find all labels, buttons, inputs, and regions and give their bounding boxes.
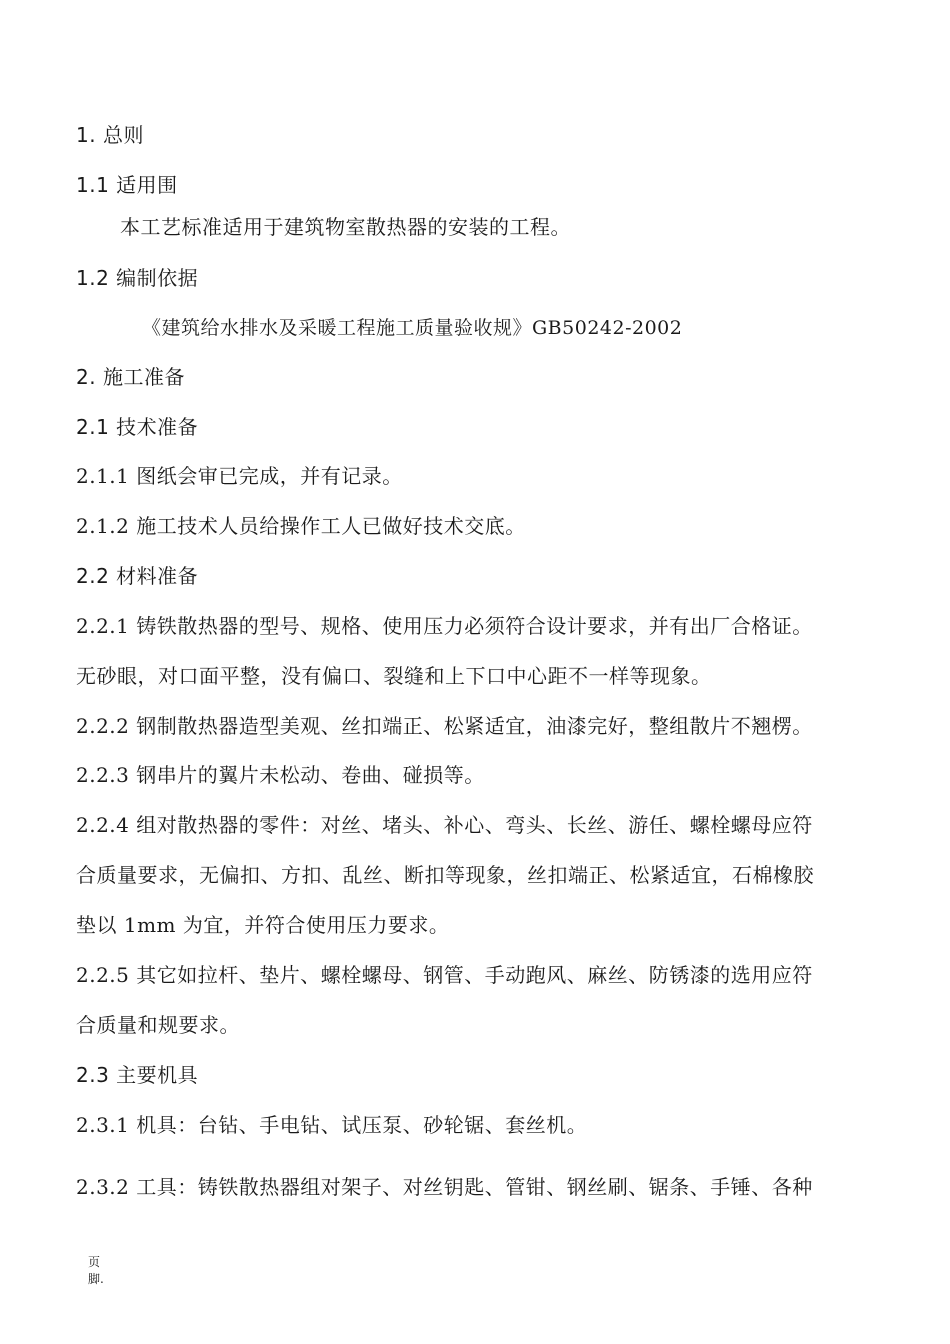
paragraph: 垫以 1mm 为宜，并符合使用压力要求。 <box>76 913 450 937</box>
paragraph: 《建筑给水排水及采暖工程施工质量验收规》GB50242-2002 <box>142 317 683 339</box>
paragraph: 2.2.3 钢串片的翼片未松动、卷曲、碰损等。 <box>76 763 485 787</box>
heading-2-3: 2.3 主要机具 <box>76 1063 199 1087</box>
paragraph: 2.3.2 工具：铸铁散热器组对架子、对丝钥匙、管钳、钢丝刷、锯条、手锤、各种 <box>76 1175 813 1199</box>
paragraph: 本工艺标准适用于建筑物室散热器的安装的工程。 <box>120 215 571 239</box>
paragraph: 2.3.1 机具：台钻、手电钻、试压泵、砂轮锯、套丝机。 <box>76 1113 588 1137</box>
paragraph: 2.1.2 施工技术人员给操作工人已做好技术交底。 <box>76 514 526 538</box>
paragraph: 2.2.4 组对散热器的零件：对丝、堵头、补心、弯头、长丝、游任、螺栓螺母应符 <box>76 813 813 837</box>
paragraph: 2.2.1 铸铁散热器的型号、规格、使用压力必须符合设计要求，并有出厂合格证。 <box>76 614 813 638</box>
paragraph: 无砂眼，对口面平整，没有偏口、裂缝和上下口中心距不一样等现象。 <box>76 664 712 688</box>
page-footer: 页脚. <box>88 1255 104 1286</box>
paragraph: 2.1.1 图纸会审已完成，并有记录。 <box>76 464 403 488</box>
paragraph: 合质量和规要求。 <box>76 1013 240 1037</box>
heading-1-1: 1.1 适用围 <box>76 173 178 197</box>
heading-1: 1. 总则 <box>76 123 144 147</box>
heading-2-2: 2.2 材料准备 <box>76 564 199 588</box>
heading-2-1: 2.1 技术准备 <box>76 415 199 439</box>
heading-1-2: 1.2 编制依据 <box>76 266 199 290</box>
paragraph: 2.2.2 钢制散热器造型美观、丝扣端正、松紧适宜，油漆完好，整组散片不翘楞。 <box>76 714 813 738</box>
paragraph: 合质量要求，无偏扣、方扣、乱丝、断扣等现象，丝扣端正、松紧适宜，石棉橡胶 <box>76 863 814 887</box>
paragraph: 2.2.5 其它如拉杆、垫片、螺栓螺母、钢管、手动跑风、麻丝、防锈漆的选用应符 <box>76 963 813 987</box>
heading-2: 2. 施工准备 <box>76 365 185 389</box>
